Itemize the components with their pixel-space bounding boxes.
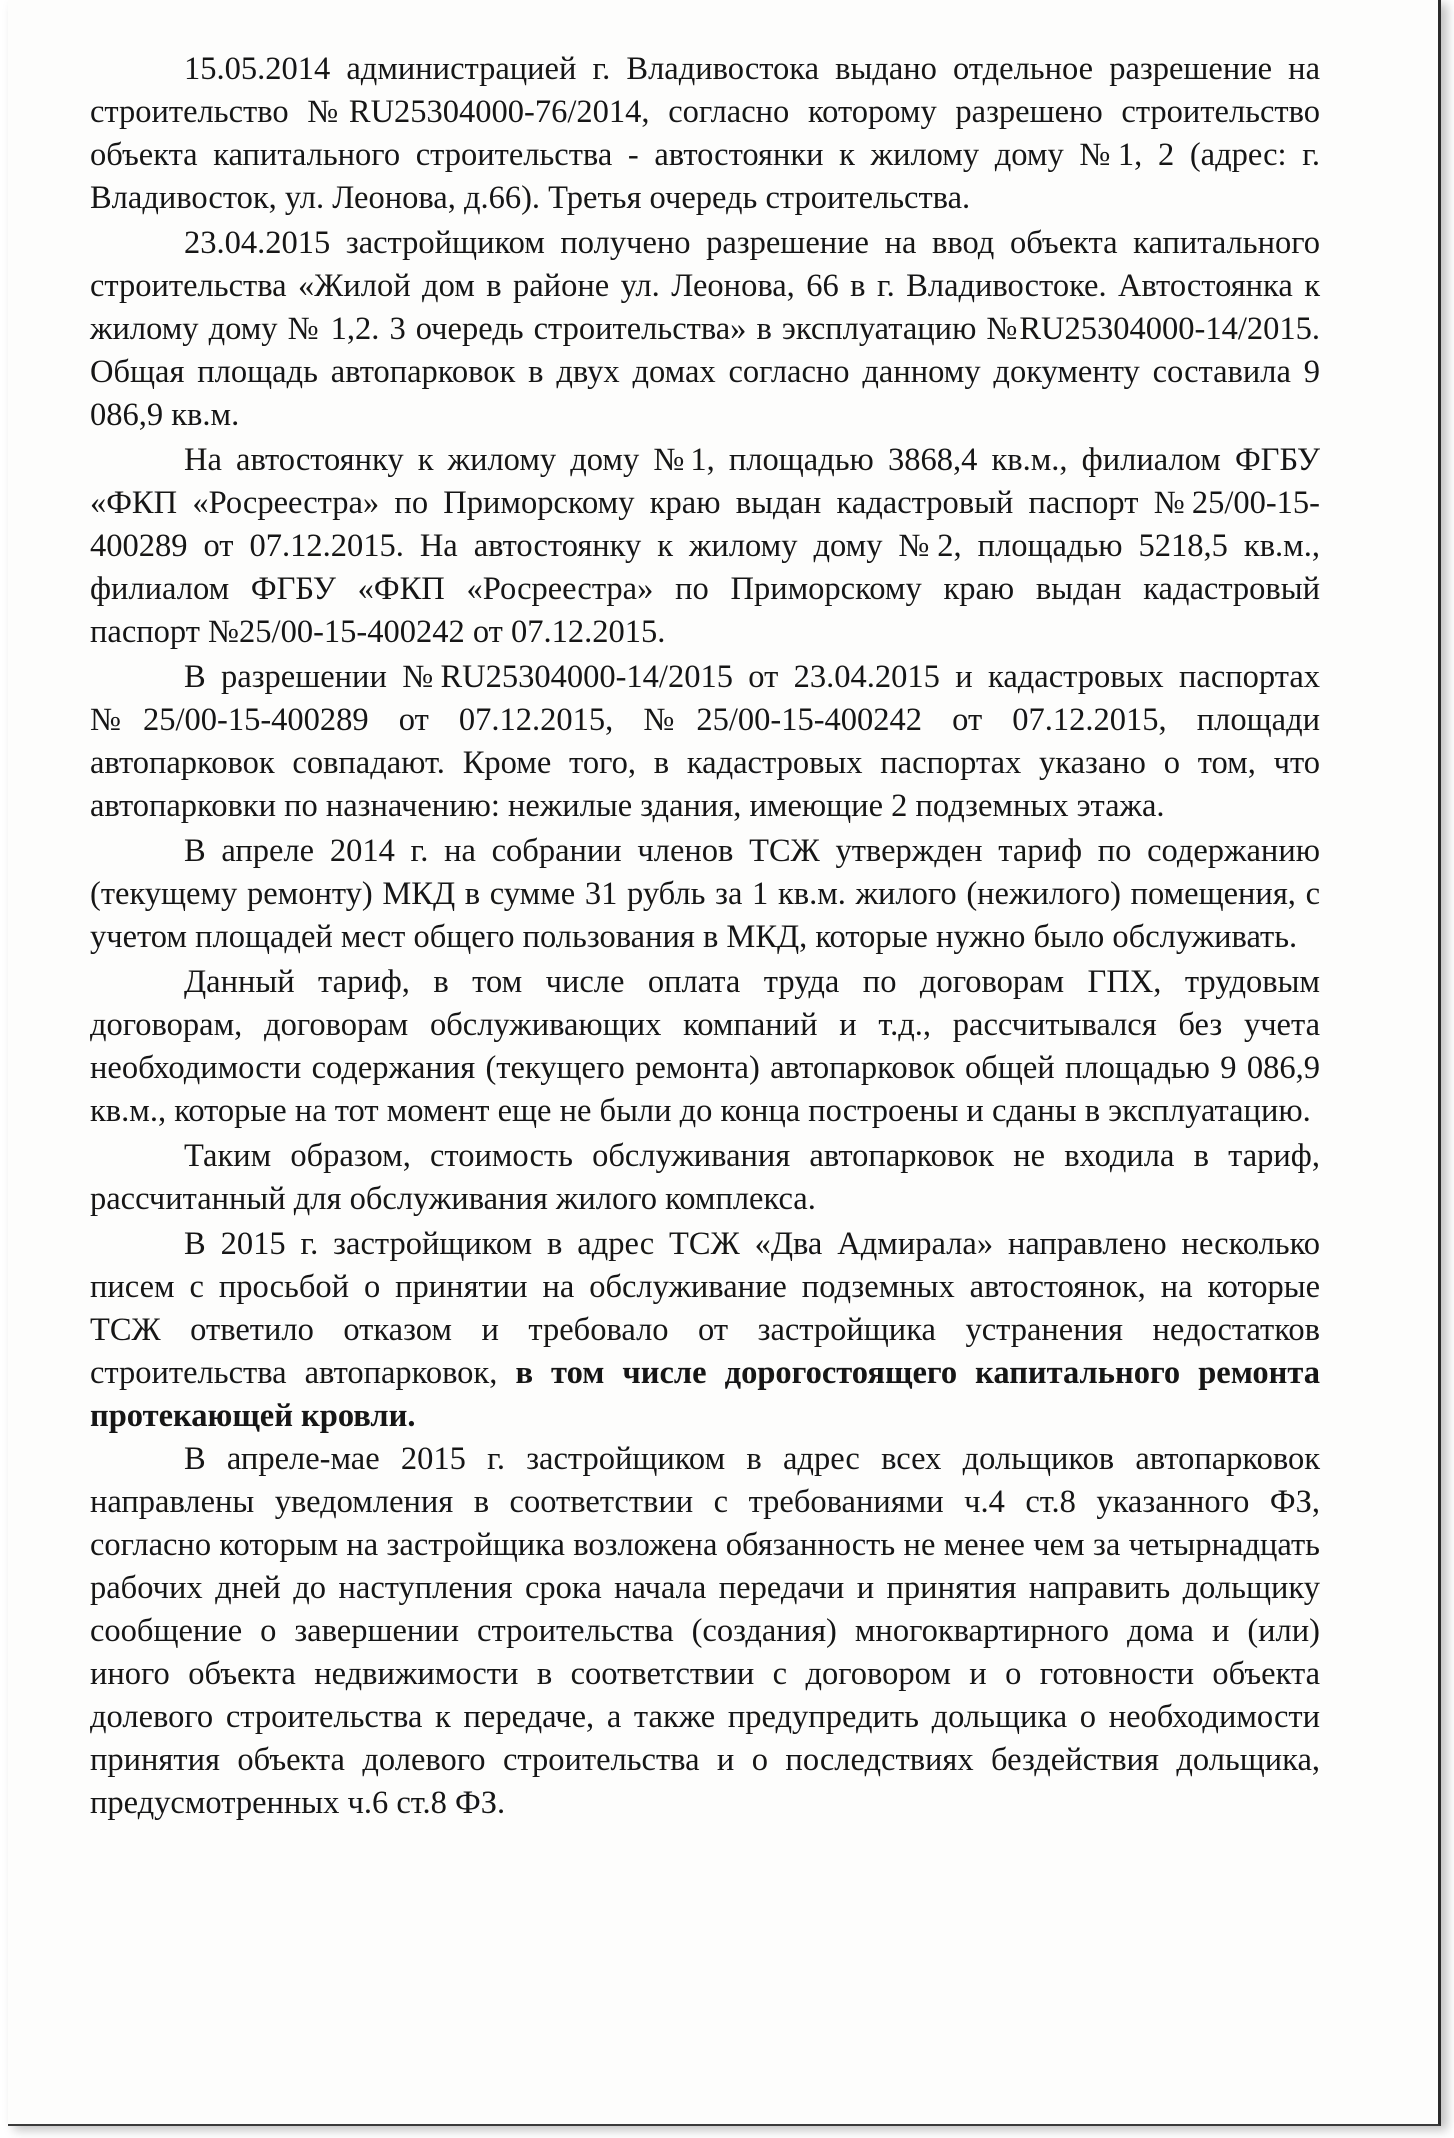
document-body [90,48,1320,1827]
paragraph-conclusion: Таким образом, стоимость обслуживания автопарковок не входила в тариф, рассчитанный для обслуживания жилого комплекса. [90,1138,1320,1217]
paragraph-building-permit: 15.05.2014 администрацией г. Владивостока выдано отдельное разрешение на строительство №RU25304000-76/2014, согласно которому разрешено строительство объекта капитального строительства - автостоянки к жилому дому №1, 2 (адрес: г. Владивосток, ул. Леонова, д.66). Третья очередь строительства. [90,51,1320,216]
paragraph-developer-letters-bold: в том числе дорогостоящего капитального ремонта протекающей кровли. [90,1355,1320,1434]
paragraph-areas-match: В разрешении №RU25304000-14/2015 от 23.04.2015 и кадастровых паспортах №25/00-15-400289 от 07.12.2015, №25/00-15-400242 от 07.12.2015, площади автопарковок совпадают. Кроме того, в кадастровых паспортах указано о том, что автопарковки по назначению: нежилые здания, имеющие 2 подземных этажа. [90,659,1320,824]
paragraph-developer-letters-text: В 2015 г. застройщиком в адрес ТСЖ «Два Адмирала» направлено несколько писем с просьбой о принятии на обслуживание подземных автостоянок, на которые ТСЖ ответило отказом и требовало от застройщика устранения недостатков строительства автопарковок, [90,1226,1320,1391]
paragraph-commissioning-permit: 23.04.2015 застройщиком получено разрешение на ввод объекта капитального строительства «Жилой дом в районе ул. Леонова, 66 в г. Владивостоке. Автостоянка к жилому дому № 1,2. 3 очередь строительства» в эксплуатацию №RU25304000-14/2015. Общая площадь автопарковок в двух домах согласно данному документу составила 9 086,9 кв.м. [90,225,1320,433]
paragraph-notifications: В апреле-мае 2015 г. застройщиком в адрес всех дольщиков автопарковок направлены уведомления в соответствии с требованиями ч.4 ст.8 указанного ФЗ, согласно которым на застройщика возложена обязанность не менее чем за четырнадцать рабочих дней до наступления срока начала передачи и принятия направить дольщику сообщение о завершении строительства (создания) многоквартирного дома и (или) иного объекта недвижимости в соответствии с договором и о готовности объекта долевого строительства к передаче, а также предупредить дольщика о необходимости принятия объекта долевого строительства и о последствиях бездействия дольщика, предусмотренных ч.6 ст.8 ФЗ. [90,1441,1320,1821]
document-page [8,0,1441,2126]
paragraph-developer-letters [90,1223,1320,1438]
paragraph-cadastral-passports: На автостоянку к жилому дому №1, площадью 3868,4 кв.м., филиалом ФГБУ «ФКП «Росреестра» по Приморскому краю выдан кадастровый паспорт №25/00-15-400289 от 07.12.2015. На автостоянку к жилому дому №2, площадью 5218,5 кв.м., филиалом ФГБУ «ФКП «Росреестра» по Приморскому краю выдан кадастровый паспорт №25/00-15-400242 от 07.12.2015. [90,442,1320,650]
paragraph-tariff-calculation: Данный тариф, в том числе оплата труда по договорам ГПХ, трудовым договорам, договорам обслуживающих компаний и т.д., рассчитывался без учета необходимости содержания (текущего ремонта) автопарковок общей площадью 9 086,9 кв.м., которые на тот момент еще не были до конца построены и сданы в эксплуатацию. [90,964,1320,1129]
paragraph-tariff-approval: В апреле 2014 г. на собрании членов ТСЖ утвержден тариф по содержанию (текущему ремонту) МКД в сумме 31 рубль за 1 кв.м. жилого (нежилого) помещения, с учетом площадей мест общего пользования в МКД, которые нужно было обслуживать. [90,833,1320,955]
